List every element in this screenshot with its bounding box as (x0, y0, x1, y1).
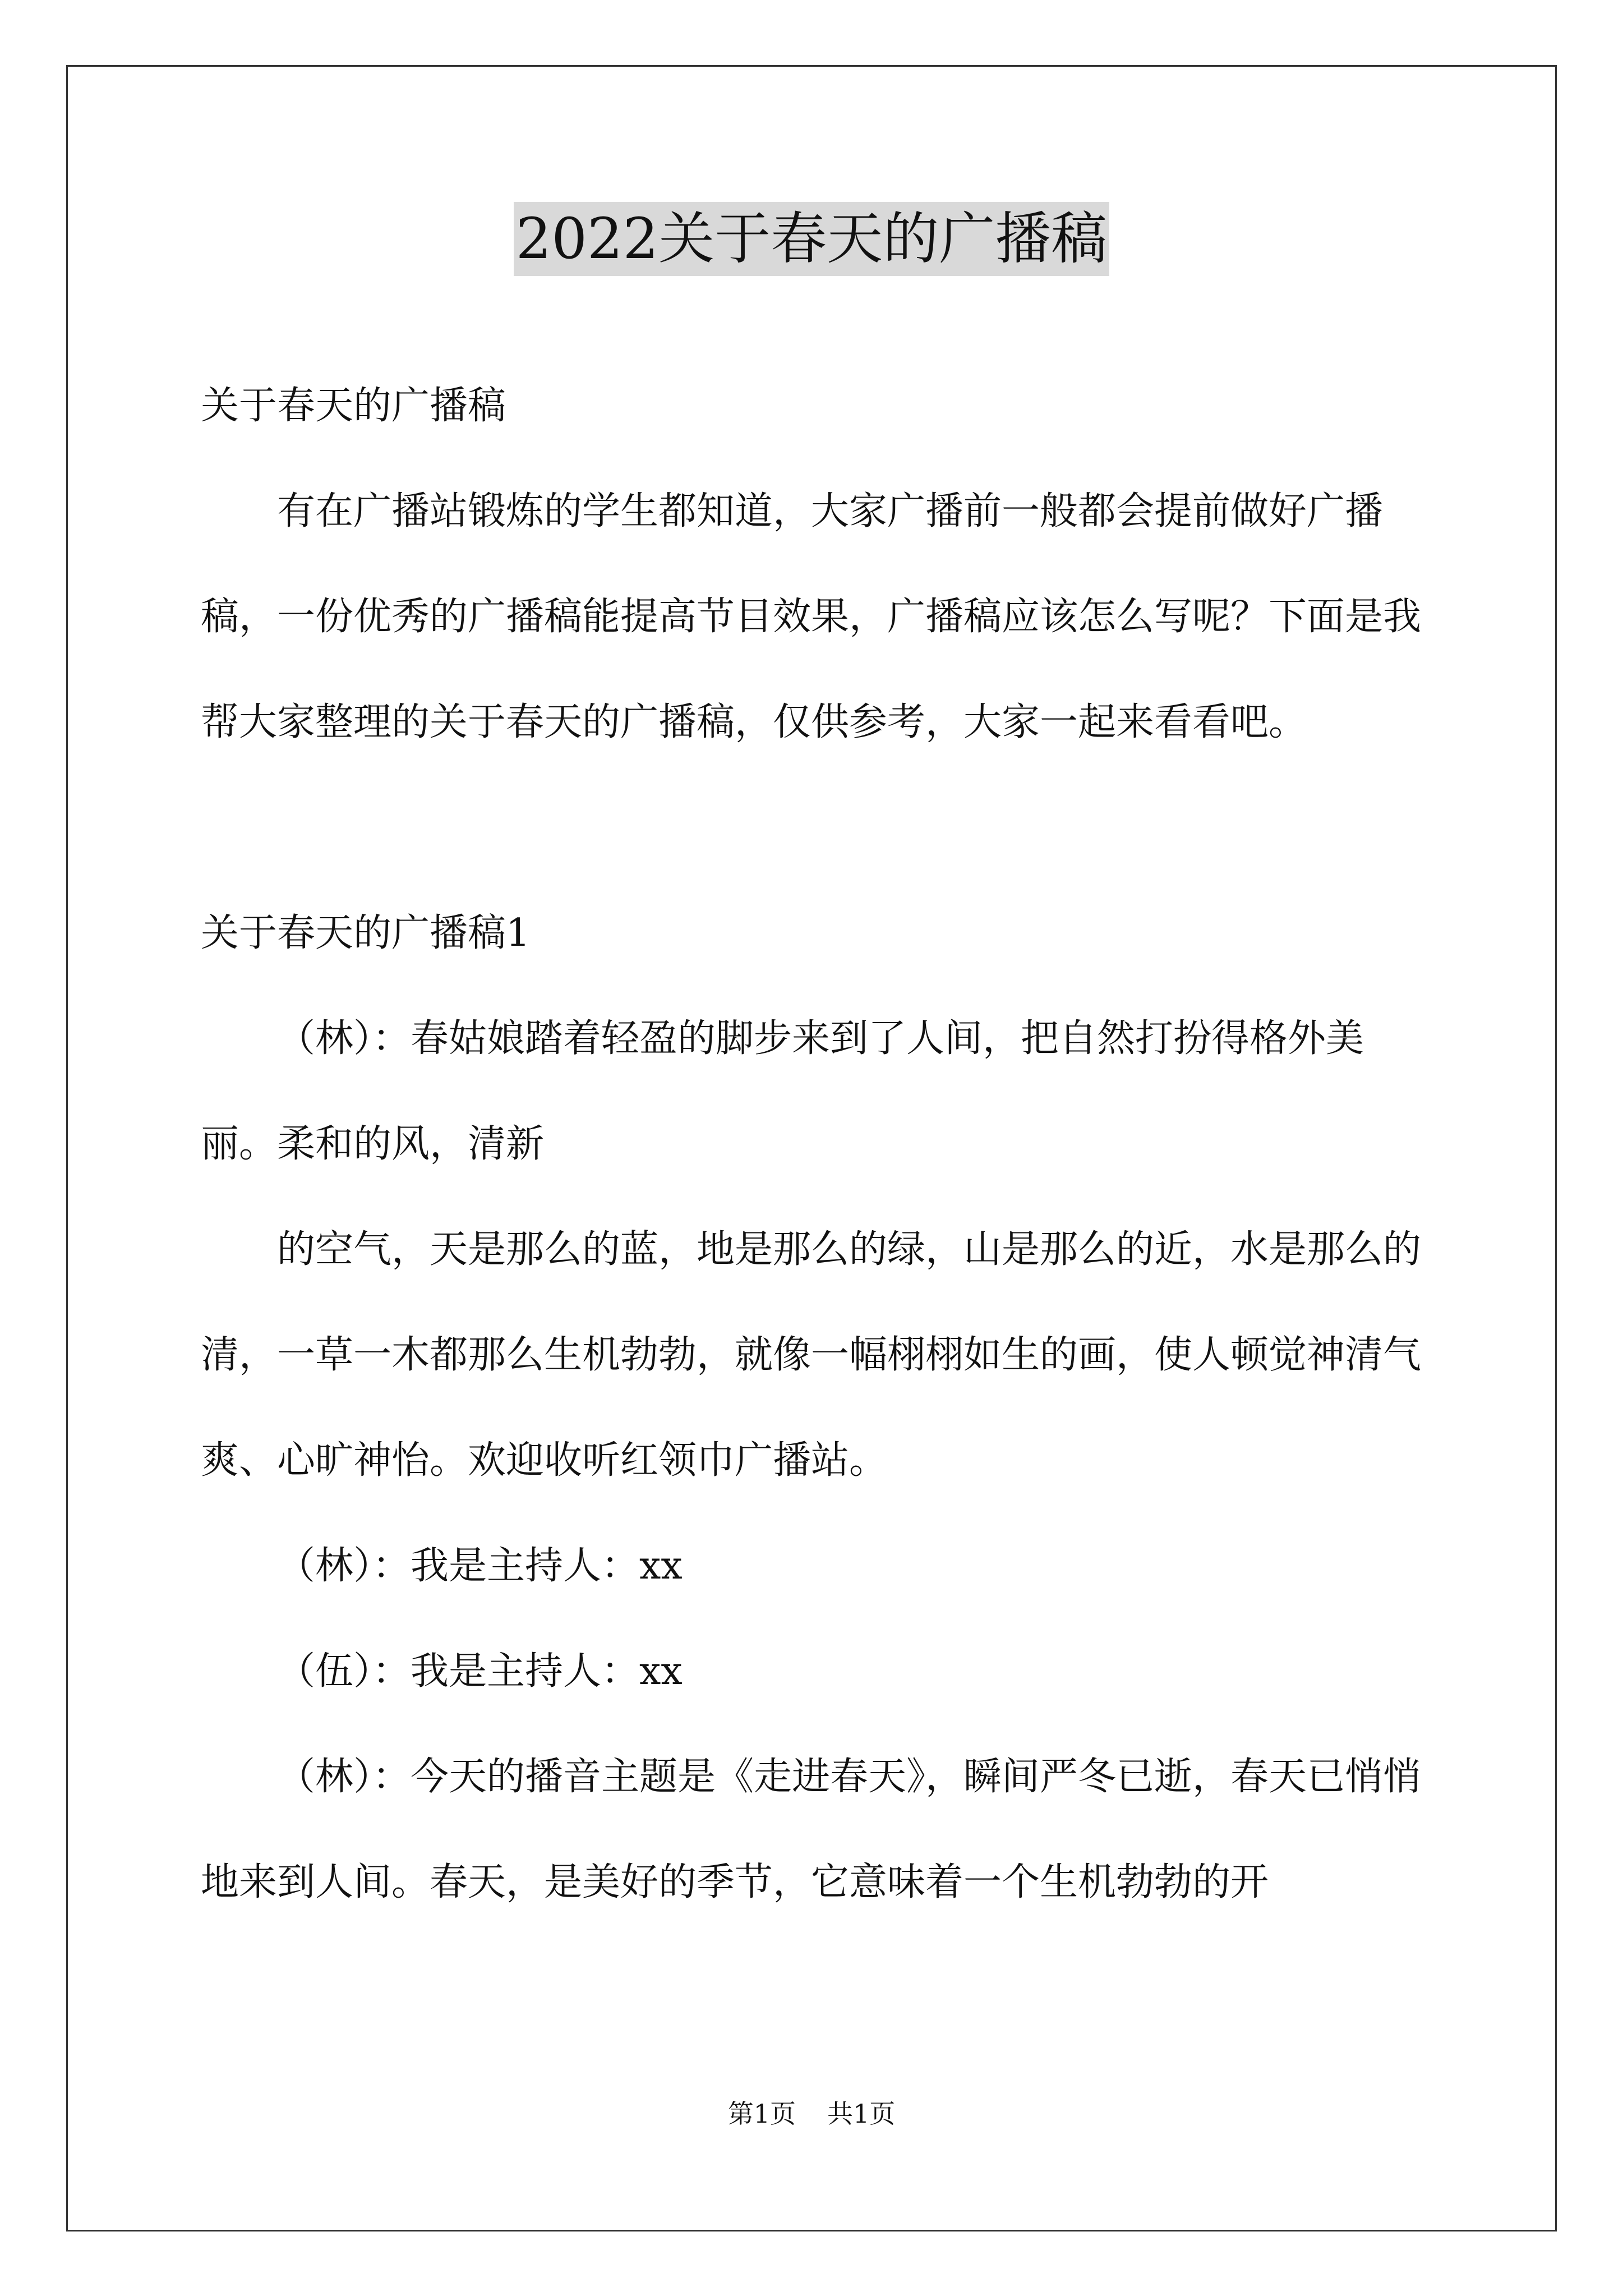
page-footer (0, 2097, 1623, 2131)
document-title: 2022关于春天的广播稿 (514, 202, 1110, 276)
body-paragraph: （伍）：我是主持人：xx (277, 1649, 683, 1694)
page-number: 第1页 (727, 2099, 796, 2129)
title-container (0, 202, 1623, 276)
body-paragraph: （林）：今天的播音主题是《走进春天》，瞬间严冬已逝，春天已悄悄地来到人间。春天，是美好的季节，它意味着一个生机勃勃的开 (201, 1755, 1422, 1904)
paragraph-gap (201, 775, 1435, 881)
body-paragraph: 有在广播站锻炼的学生都知道，大家广播前一般都会提前做好广播稿，一份优秀的广播稿能提高节目效果，广播稿应该怎么写呢？下面是我帮大家整理的关于春天的广播稿，仅供参考，大家一起来看看吧。 (201, 489, 1422, 744)
page-total: 共1页 (827, 2099, 896, 2129)
section-heading: 关于春天的广播稿1 (201, 911, 531, 955)
body-paragraph: （林）：我是主持人：xx (277, 1544, 683, 1588)
body-paragraph: 的空气，天是那么的蓝，地是那么的绿，山是那么的近，水是那么的清，一草一木都那么生机勃勃，就像一幅栩栩如生的画，使人顿觉神清气爽、心旷神怡。欢迎收听红领巾广播站。 (201, 1227, 1422, 1483)
section-heading: 关于春天的广播稿 (201, 384, 506, 428)
document-body (201, 353, 1435, 1935)
body-paragraph: （林）：春姑娘踏着轻盈的脚步来到了人间，把自然打扮得格外美丽。柔和的风，清新 (201, 1016, 1364, 1166)
